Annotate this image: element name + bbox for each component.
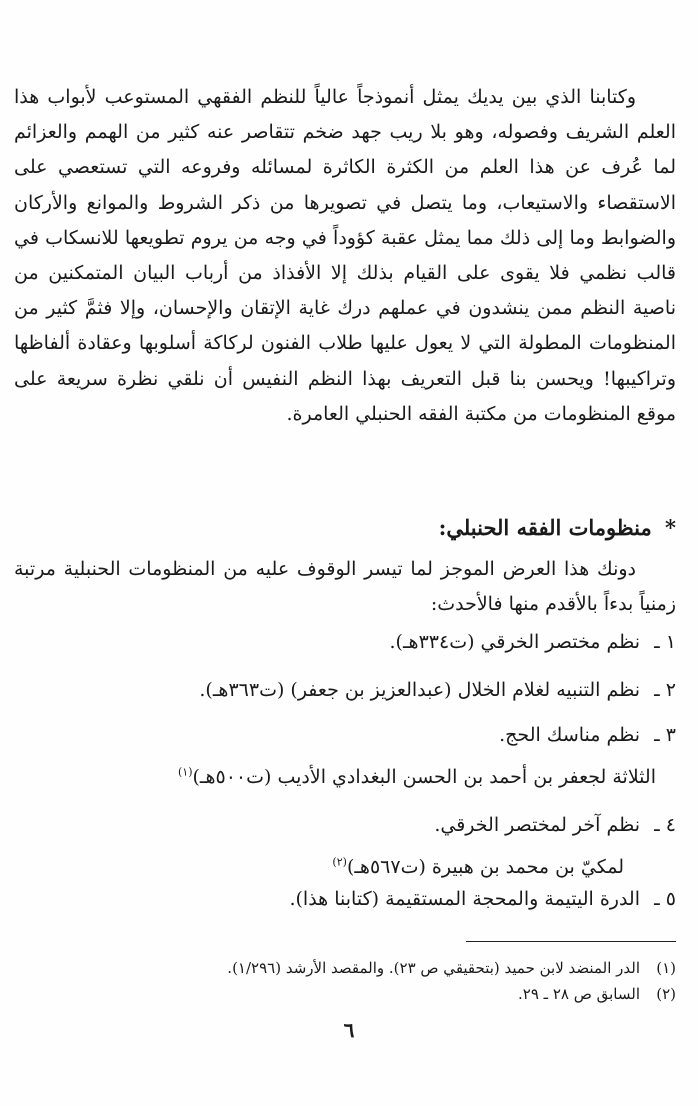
list-item-number: ٤ ـ xyxy=(654,814,676,836)
list-item-number: ٥ ـ xyxy=(654,888,676,910)
footnote-number: (٢) xyxy=(656,985,676,1003)
footnote-divider xyxy=(466,941,676,942)
list-item xyxy=(14,675,676,705)
footnote-text: السابق ص ٢٨ ـ ٢٩. xyxy=(517,985,640,1003)
footnote-text: الدر المنضد لابن حميد (بتحقيقي ص ٢٣). والمقصد الأرشد (١/٢٩٦). xyxy=(227,959,640,977)
footnote-ref[interactable]: (١) xyxy=(178,765,193,779)
list-item-number: ١ ـ xyxy=(654,631,676,653)
list-item-text: نظم مختصر الخرقي (ت٣٣٤هـ). xyxy=(389,631,640,653)
page-number: ٦ xyxy=(343,1018,355,1042)
list-item-number: ٣ ـ xyxy=(654,724,676,746)
list-item xyxy=(14,884,676,914)
section-heading-text: منظومات الفقه الحنبلي: xyxy=(438,515,652,540)
list-item-attribution xyxy=(14,852,676,882)
intro-paragraph: وكتابنا الذي بين يديك يمثل أنموذجاً عالياً للنظم الفقهي المستوعب لأبواب هذا العلم الشريف وفصوله، وهو بلا ريب جهد ضخم تتقاصر عنه كثير من الهمم والعزائم لما عُرف عن هذا العلم من الكثرة الكاثرة لمسائله وفروعه التي تستعصي على الاستقصاء والاستيعاب، وما يتصل في تصويرها من ذكر الشروط والموانع والأركان والضوابط وما إلى ذلك مما يمثل عقبة كؤوداً في وجه من يروم تطويعها للانسكاب في قالب نظمي فلا يقوى على القيام بذلك إلا الأفذاذ من أرباب البيان المتمكنين من ناصية النظم ممن ينشدون في عملهم درك غاية الإتقان والإحسان، وإلا فثمَّ كثير من المنظومات المطولة التي لا يعول عليها طلاب الفنون لركاكة أسلوبها وعقادة ألفاظها وتراكيبها! ويحسن بنا قبل التعريف بهذا النظم النفيس أن نلقي نظرة سريعة على موقع المنظومات من مكتبة الفقه الحنبلي العامرة. xyxy=(14,86,676,425)
list-item-text: نظم آخر لمختصر الخرقي. xyxy=(434,814,640,836)
list-item-text: لمكيّ بن محمد بن هبيرة (ت٥٦٧هـ) xyxy=(346,856,624,878)
footnote-number: (١) xyxy=(656,959,676,977)
list-item-text: الدرة اليتيمة والمحجة المستقيمة (كتابنا هذا). xyxy=(289,888,640,910)
footnote-ref[interactable]: (٢) xyxy=(332,855,347,869)
list-item-attribution xyxy=(14,762,676,792)
footnote xyxy=(14,981,676,1007)
list-item-number: ٢ ـ xyxy=(654,679,676,701)
asterisk-icon: * xyxy=(665,515,676,540)
footnote xyxy=(14,955,676,981)
list-item-text: نظم مناسك الحج. xyxy=(499,724,640,746)
section-heading xyxy=(439,508,676,548)
list-item xyxy=(14,720,676,750)
list-item-text: الثلاثة لجعفر بن أحمد بن الحسن البغدادي الأديب (ت٥٠٠هـ) xyxy=(192,766,656,788)
section-intro-paragraph: دونك هذا العرض الموجز لما تيسر الوقوف عليه من المنظومات الحنبلية مرتبة زمنياً بدءاً بالأقدم منها فالأحدث: xyxy=(14,558,676,615)
list-item-text: نظم التنبيه لغلام الخلال (عبدالعزيز بن جعفر) (ت٣٦٣هـ). xyxy=(199,679,640,701)
list-item xyxy=(14,810,676,840)
list-item xyxy=(14,627,676,657)
